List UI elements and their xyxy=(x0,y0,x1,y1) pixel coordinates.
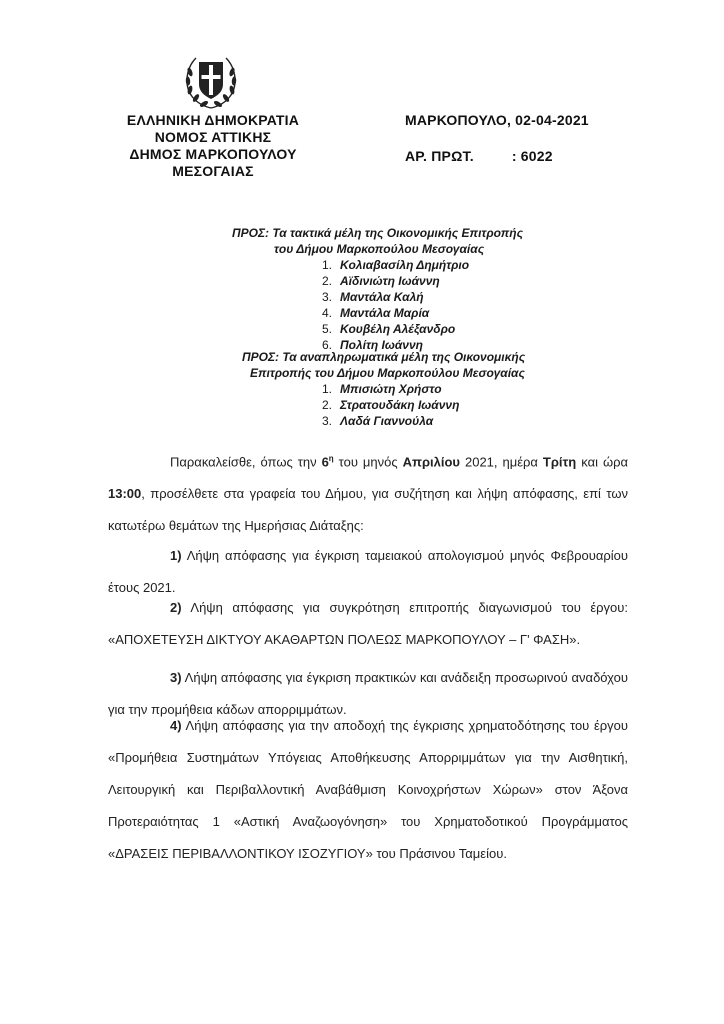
agenda-item-3: 3) Λήψη απόφασης για έγκριση πρακτικών και ανάδειξη προσωρινού αναδόχου για την προμήθεια κάδων απορριμμάτων. xyxy=(108,670,628,717)
agenda-item-number: 3) xyxy=(170,670,182,685)
regular-member: 5. Κουβέλη Αλέξανδρο xyxy=(322,322,456,336)
greek-state-emblem xyxy=(180,50,242,112)
issuer-line-3: ΔΗΜΟΣ ΜΑΡΚΟΠΟΥΛΟΥ xyxy=(129,146,297,162)
agenda-item-number: 1) xyxy=(170,548,182,563)
issuer-block xyxy=(108,112,318,180)
regular-heading-line-1: ΠΡΟΣ: Τα τακτικά μέλη της Οικονομικής Επιτροπής xyxy=(232,226,523,240)
invitation-paragraph: Παρακαλείσθε, όπως την $6^\eta$ του μηνός Απριλίου 2021, ημέρα Τρίτη και ώρα 13:00, προσέλθετε στα γραφεία του Δήμου, για συζήτηση και λήψη απόφασης, επί των κατωτέρω θεμάτων της Ημερήσιας Διάταξης: xyxy=(108,454,629,534)
agenda-item-number: 4) xyxy=(170,718,182,733)
agenda-item-2: 2) Λήψη απόφασης για συγκρότηση επιτροπής διαγωνισμού του έργου: «ΑΠΟΧΕΤΕΥΣΗ ΔΙΚΤΥΟΥ ΑΚΑΘΑΡΤΩΝ ΠΟΛΕΩΣ ΜΑΡΚΟΠΟΥΛΟΥ – Γ' ΦΑΣΗ». xyxy=(108,600,628,647)
meeting-time: 13:00 xyxy=(108,486,142,502)
issuer-line-2: ΝΟΜΟΣ ΑΤΤΙΚΗΣ xyxy=(154,129,272,145)
alternate-member: 1. Μπισιώτη Χρήστο xyxy=(322,382,442,396)
alternate-heading-line-1: ΠΡΟΣ: Τα αναπληρωματικά μέλη της Οικονομικής xyxy=(242,350,526,364)
alternate-member: 2. Στρατουδάκη Ιωάννη xyxy=(322,398,460,412)
meeting-weekday: Τρίτη xyxy=(542,454,577,470)
alternate-member: 3. Λαδά Γιαννούλα xyxy=(322,414,434,428)
regular-member: 2. Αϊδινιώτη Ιωάννη xyxy=(322,274,440,288)
regular-heading-line-2: του Δήμου Μαρκοπούλου Μεσογαίας xyxy=(274,242,485,256)
regular-member: 4. Μαντάλα Μαρία xyxy=(322,306,430,320)
meeting-day: 6 xyxy=(321,454,329,470)
date-line: ΜΑΡΚΟΠΟΥΛΟ, 02-04-2021 xyxy=(405,112,589,128)
date-protocol-block xyxy=(405,112,625,165)
protocol-row xyxy=(405,148,625,165)
regular-member: 1. Κολιαβασίλη Δημήτριο xyxy=(322,258,470,272)
issuer-line-4: ΜΕΣΟΓΑΙΑΣ xyxy=(172,163,254,179)
regular-member: 6. Πολίτη Ιωάννη xyxy=(322,338,423,352)
agenda-item-number: 2) xyxy=(170,600,182,615)
agenda-item-1: 1) Λήψη απόφασης για έγκριση ταμειακού απολογισμού μηνός Φεβρουαρίου έτους 2021. xyxy=(108,548,628,595)
meeting-month: Απριλίου xyxy=(402,454,460,470)
regular-member: 3. Μαντάλα Καλή xyxy=(322,290,424,304)
agenda-item-4: 4) Λήψη απόφασης για την αποδοχή της έγκρισης χρηματοδότησης του έργου «Προμήθεια Συστημάτων Υπόγειας Αποθήκευσης Απορριμμάτων για την Αισθητική, Λειτουργική και Περιβαλλοντική Αναβάθμιση Κοινοχρήστων Χώρων» στον Άξονα Προτεραιότητας 1 «Αστική Αναζωογόνηση» του Χρηματοδοτικού Προγράμματος «ΔΡΑΣΕΙΣ ΠΕΡΙΒΑΛΛΟΝΤΙΚΟΥ ΙΣΟΖΥΓΙΟΥ» του Πράσινου Ταμείου. xyxy=(108,718,628,861)
issuer-line-1: ΕΛΛΗΝΙΚΗ ΔΗΜΟΚΡΑΤΙΑ xyxy=(126,112,300,128)
alternate-heading-line-2: Επιτροπής του Δήμου Μαρκοπούλου Μεσογαίας xyxy=(250,366,525,380)
protocol-label: ΑΡ. ΠΡΩΤ. xyxy=(405,148,474,164)
protocol-number: : 6022 xyxy=(511,148,553,164)
